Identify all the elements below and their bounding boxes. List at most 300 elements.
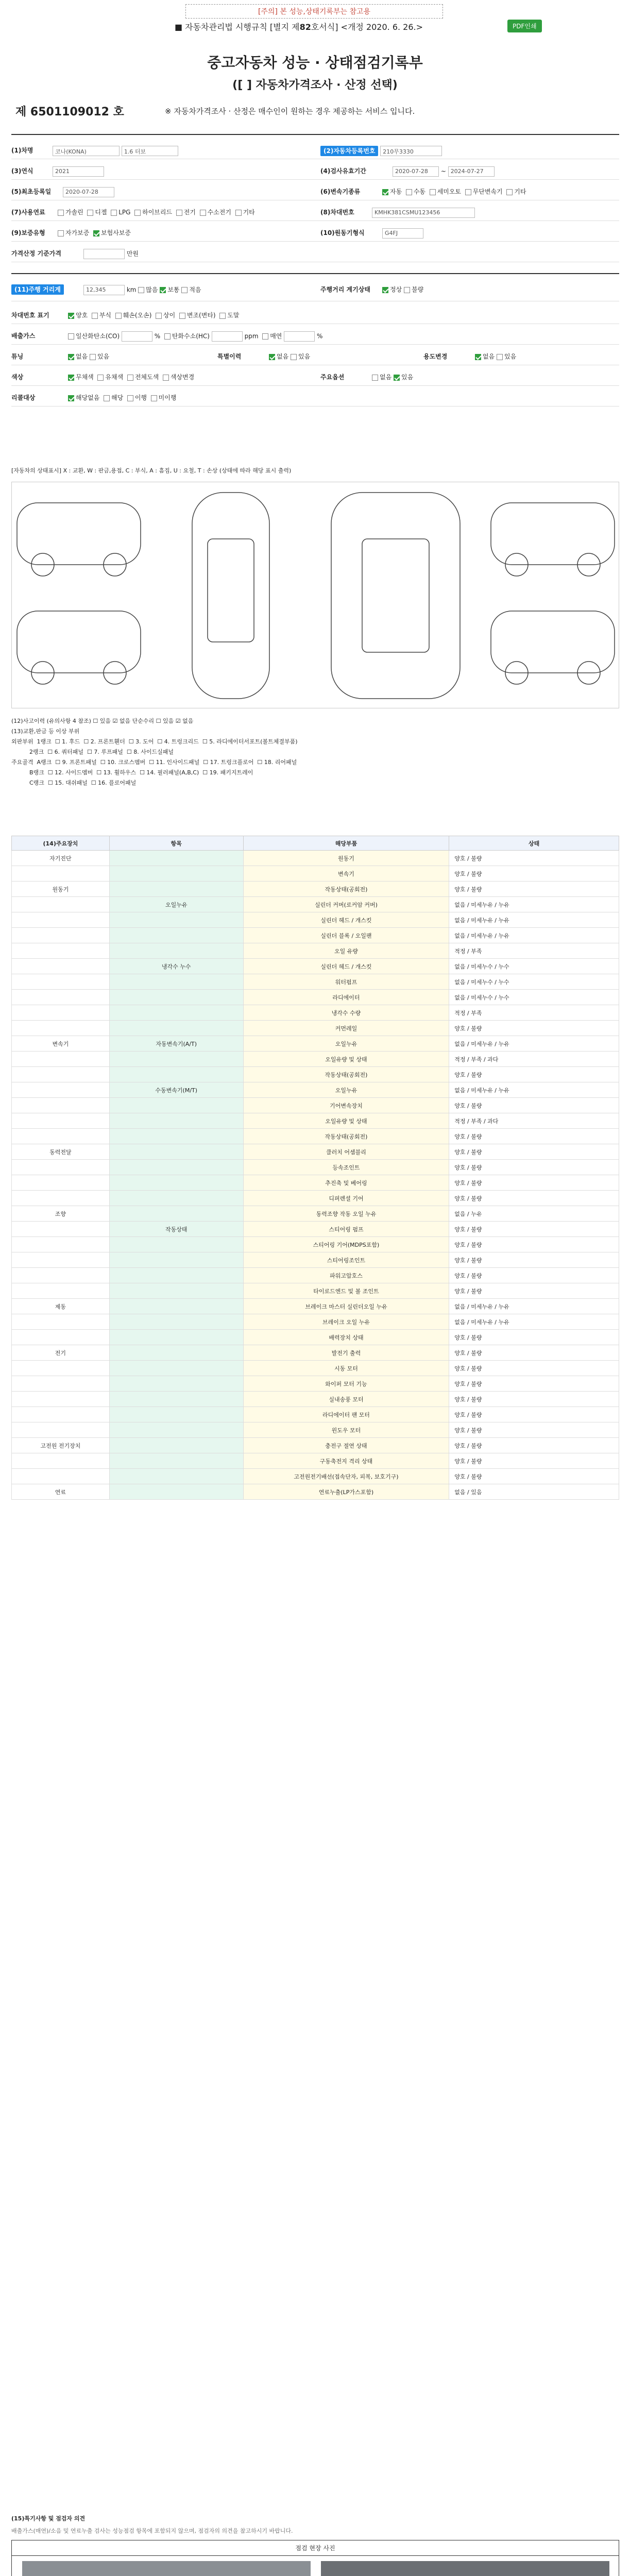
detail-category	[12, 1469, 110, 1484]
detail-row	[12, 1361, 619, 1376]
detail-row	[12, 1392, 619, 1407]
detail-part: 스티어링 기어(MDPS포함)	[243, 1237, 449, 1252]
detail-category	[12, 1330, 110, 1345]
detail-state[interactable]: 적정 / 부족	[449, 1005, 619, 1021]
legend-row: 주요골격 A랭크 ☐ 9. 프론트패널 ☐ 10. 크로스멤버 ☐ 11. 인사이드패널 ☐ 17. 트렁크플로어 ☐ 18. 리어패널	[11, 759, 297, 766]
color-checkbox[interactable]	[97, 375, 104, 381]
detail-item: 작동상태	[109, 1222, 243, 1237]
mileage-field: 12,345	[83, 285, 125, 295]
detail-item	[109, 1237, 243, 1252]
fuel-option: 전기	[183, 209, 196, 216]
fuel-checkbox[interactable]	[58, 210, 64, 216]
detail-item	[109, 1299, 243, 1314]
detail-category	[12, 1407, 110, 1422]
color-checkbox[interactable]	[68, 375, 74, 381]
basic-row-6	[11, 245, 619, 262]
fuel-option: 디젤	[95, 209, 107, 216]
vin-state-checkbox[interactable]	[179, 313, 185, 319]
detail-item	[109, 1376, 243, 1392]
detail-state[interactable]: 양호 / 불량	[449, 1330, 619, 1345]
detail-state[interactable]: 적정 / 부족	[449, 943, 619, 959]
special-history-label: 특별이력	[217, 353, 242, 360]
detail-item	[109, 1113, 243, 1129]
detail-category	[12, 897, 110, 912]
detail-item	[109, 1330, 243, 1345]
detail-item	[109, 928, 243, 943]
recall-option: 해당없음	[76, 394, 100, 401]
detail-state[interactable]: 없음 / 미세누수 / 누수	[449, 959, 619, 974]
detail-item	[109, 990, 243, 1005]
detail-state[interactable]: 양호 / 불량	[449, 882, 619, 897]
meter-label: 주행거리 계기상태	[320, 286, 370, 293]
detail-part: 기어변속장치	[243, 1098, 449, 1113]
detail-row	[12, 851, 619, 866]
fuel-checkbox[interactable]	[176, 210, 182, 216]
transmission-option: 수동	[413, 188, 426, 195]
detail-state[interactable]: 양호 / 불량	[449, 1160, 619, 1175]
fuel-checkbox[interactable]	[111, 210, 117, 216]
recall-state-option: 이행	[134, 394, 147, 401]
recall-state-checkbox[interactable]	[127, 395, 133, 401]
detail-state[interactable]: 양호 / 불량	[449, 851, 619, 866]
detail-item	[109, 974, 243, 990]
detail-category	[12, 1098, 110, 1113]
detail-category	[12, 1160, 110, 1175]
page-title: 중고자동차 성능 · 상태점검기록부	[207, 54, 423, 71]
option-checkbox[interactable]	[394, 375, 400, 381]
detail-item	[109, 1438, 243, 1453]
detail-state[interactable]: 적정 / 부족 / 과다	[449, 1113, 619, 1129]
detail-state[interactable]: 양호 / 불량	[449, 1129, 619, 1144]
special-history-option: 없음	[277, 353, 289, 360]
detail-part: 디퍼렌셜 기어	[243, 1191, 449, 1206]
detail-category: 제동	[12, 1299, 110, 1314]
detail-part: 동력조향 작동 오일 누유	[243, 1206, 449, 1222]
detail-state[interactable]: 없음 / 미세누유 / 누유	[449, 1036, 619, 1052]
detail-category	[12, 1268, 110, 1283]
detail-category	[12, 1422, 110, 1438]
photos-title: 점검 현장 사진	[12, 2540, 619, 2556]
detail-row	[12, 1175, 619, 1191]
detail-header: 해당부품	[243, 836, 449, 851]
inspection-label: (4)검사유효기간	[320, 167, 366, 175]
detail-state[interactable]: 양호 / 불량	[449, 1345, 619, 1361]
basic-row-5	[11, 224, 619, 242]
vin-state-checkbox[interactable]	[219, 313, 226, 319]
color-option: 무채색	[76, 374, 94, 381]
detail-item	[109, 1422, 243, 1438]
car-name-field: 코나(KONA)	[53, 146, 120, 156]
meter-checkbox[interactable]	[382, 287, 388, 293]
vin-label: (8)차대번호	[320, 209, 354, 216]
detail-part: 실린더 헤드 / 개스킷	[243, 959, 449, 974]
overall-row-2	[11, 307, 619, 324]
detail-item	[109, 1361, 243, 1376]
overall-row-1	[11, 281, 619, 301]
detail-header-row	[12, 836, 619, 851]
detail-part: 연료누출(LP가스포함)	[243, 1484, 449, 1500]
detail-state[interactable]: 양호 / 불량	[449, 1098, 619, 1113]
transmission-option: 기타	[514, 188, 526, 195]
detail-item	[109, 1021, 243, 1036]
recall-checkbox[interactable]	[68, 395, 74, 401]
detail-category	[12, 1252, 110, 1268]
vin-state-checkbox[interactable]	[115, 313, 122, 319]
emission-options: 일산화탄소(CO) % 탄화수소(HC) ppm 매연 %	[68, 331, 322, 342]
detail-row	[12, 1283, 619, 1299]
detail-header: 상태	[449, 836, 619, 851]
detail-state[interactable]: 양호 / 불량	[449, 1191, 619, 1206]
legend-row: (12)사고이력 (유의사항 4 참조) ☐ 있음 ☑ 없음 단순수리 ☐ 있음 ☑ 없음	[11, 718, 194, 724]
detail-state[interactable]: 없음 / 미세누수 / 누수	[449, 974, 619, 990]
vin-state-label: 차대번호 표기	[11, 312, 49, 319]
price-field	[83, 249, 125, 259]
detail-item	[109, 912, 243, 928]
color-options	[68, 372, 194, 381]
detail-part: 원동기	[243, 851, 449, 866]
warranty-checkbox[interactable]	[58, 230, 64, 236]
detail-state[interactable]: 없음 / 미세누유 / 누유	[449, 1299, 619, 1314]
detail-part: 윈도우 모터	[243, 1422, 449, 1438]
transmission-option: 자동	[390, 188, 402, 195]
detail-item	[109, 1144, 243, 1160]
detail-part: 라디에이터 팬 모터	[243, 1407, 449, 1422]
detail-state[interactable]: 없음 / 미세누유 / 누유	[449, 1314, 619, 1330]
detail-item	[109, 1407, 243, 1422]
special-note	[11, 2514, 619, 2535]
fuel-label: (7)사용연료	[11, 209, 45, 216]
detail-row	[12, 1422, 619, 1438]
fuel-checkbox[interactable]	[87, 210, 93, 216]
fuel-option: LPG	[118, 209, 131, 216]
detail-part: 배력장치 상태	[243, 1330, 449, 1345]
detail-state[interactable]: 양호 / 불량	[449, 1144, 619, 1160]
legend-row: 외판부위 1랭크 ☐ 1. 후드 ☐ 2. 프론트휀더 ☐ 3. 도어 ☐ 4. 트렁크리드 ☐ 5. 라디에이터서포트(볼트체결부품)	[11, 738, 298, 745]
detail-state[interactable]: 없음 / 있음	[449, 1484, 619, 1500]
detail-state[interactable]: 양호 / 불량	[449, 1175, 619, 1191]
legend-row: (13)교환,판금 등 이상 부위	[11, 728, 80, 735]
detail-state[interactable]: 양호 / 불량	[449, 1376, 619, 1392]
diagram-title: [자동차의 상태표시] X : 교환, W : 판금,용접, C : 부식, A : 흠집, U : 요철, T : 손상 (상태에 따라 해당 표시 출력)	[11, 467, 292, 474]
detail-part: 실내송풍 모터	[243, 1392, 449, 1407]
transmission-checkbox[interactable]	[506, 189, 513, 195]
warranty-option: 보험사보증	[101, 229, 131, 236]
detail-row	[12, 912, 619, 928]
usage-change-label: 용도변경	[423, 353, 448, 360]
emission-checkbox[interactable]	[68, 333, 74, 340]
color-checkbox[interactable]	[127, 375, 133, 381]
motor-label: (10)원동기형식	[320, 229, 365, 236]
detail-state[interactable]: 양호 / 불량	[449, 1252, 619, 1268]
warranty-label: (9)보증유형	[11, 229, 45, 236]
detail-part: 변속기	[243, 866, 449, 882]
detail-row	[12, 1438, 619, 1453]
car-name-label: (1)차명	[11, 147, 33, 154]
detail-part: 브레이크 마스터 실린더오일 누유	[243, 1299, 449, 1314]
detail-state[interactable]: 없음 / 누유	[449, 1206, 619, 1222]
detail-state[interactable]: 양호 / 불량	[449, 1392, 619, 1407]
special-note-text: 배출가스(매연)/소음 및 연료누출 검사는 성능점검 항목에 포함되지 않으며, 점검자의 의견을 참고하시기 바랍니다.	[11, 2528, 293, 2534]
detail-item: 수동변속기(M/T)	[109, 1082, 243, 1098]
detail-item	[109, 1098, 243, 1113]
detail-row	[12, 1345, 619, 1361]
detail-part: 작동상태(공회전)	[243, 1129, 449, 1144]
warranty-checkbox[interactable]	[93, 230, 99, 236]
detail-state[interactable]: 양호 / 불량	[449, 1283, 619, 1299]
detail-state[interactable]: 양호 / 불량	[449, 1067, 619, 1082]
detail-category	[12, 1191, 110, 1206]
recall-option: 해당	[111, 394, 124, 401]
detail-part: 타이로드엔드 및 볼 조인트	[243, 1283, 449, 1299]
detail-item: 오일누유	[109, 897, 243, 912]
legend-row: 2랭크 ☐ 6. 쿼터패널 ☐ 7. 루프패널 ☐ 8. 사이드실패널	[11, 749, 174, 755]
detail-row	[12, 1067, 619, 1082]
option-option: 없음	[380, 374, 392, 381]
legend-row: B랭크 ☐ 12. 사이드멤버 ☐ 13. 휠하우스 ☐ 14. 필러패널(A,B,C) ☐ 19. 패키지트레이	[11, 769, 253, 776]
usage-change-checkbox[interactable]	[497, 354, 503, 360]
recall-label: 리콜대상	[11, 394, 36, 401]
usage-change-option: 없음	[483, 353, 495, 360]
detail-category	[12, 1361, 110, 1376]
detail-category: 조향	[12, 1206, 110, 1222]
basic-row-4	[11, 204, 619, 221]
detail-state[interactable]: 양호 / 불량	[449, 1021, 619, 1036]
car-outline-svg	[12, 482, 619, 708]
detail-header: 항목	[109, 836, 243, 851]
warranty-option: 자가보증	[65, 229, 90, 236]
detail-row	[12, 1191, 619, 1206]
detail-state[interactable]: 양호 / 불량	[449, 1438, 619, 1453]
mileage-status-option: 적음	[189, 286, 201, 294]
law-reference	[77, 21, 520, 32]
emission-checkbox[interactable]	[164, 333, 171, 340]
detail-row	[12, 990, 619, 1005]
detail-category	[12, 1175, 110, 1191]
fuel-checkbox[interactable]	[200, 210, 206, 216]
reg-no-label: (2)자동차등록번호	[320, 146, 378, 156]
detail-state[interactable]: 양호 / 불량	[449, 1268, 619, 1283]
color-option: 유채색	[105, 374, 124, 381]
usage-change-checkbox[interactable]	[475, 354, 481, 360]
detail-part: 추진축 및 베어링	[243, 1175, 449, 1191]
color-option: 색상변경	[170, 374, 195, 381]
detail-part: 냉각수 수량	[243, 1005, 449, 1021]
detail-category	[12, 912, 110, 928]
divider	[11, 273, 619, 274]
detail-category	[12, 1453, 110, 1469]
transmission-option: 무단변속기	[472, 188, 503, 195]
detail-table	[11, 836, 619, 1500]
vin-state-option: 변조(변타)	[186, 312, 216, 319]
overall-row-6	[11, 389, 619, 406]
detail-category	[12, 1314, 110, 1330]
tuning-option: 있음	[97, 353, 110, 360]
mileage-status-option: 많음	[146, 286, 158, 294]
price-unit: 만원	[126, 250, 139, 258]
detail-category	[12, 1067, 110, 1082]
option-checkbox[interactable]	[372, 375, 378, 381]
detail-state[interactable]: 양호 / 불량	[449, 1453, 619, 1469]
price-label: 가격산정 기준가격	[11, 250, 61, 257]
detail-state[interactable]: 양호 / 불량	[449, 1469, 619, 1484]
mileage-status-option: 보통	[167, 286, 180, 294]
recall-state-option: 미이행	[158, 394, 177, 401]
vin-field: KMHK381CSMU123456	[372, 208, 475, 218]
transmission-checkbox[interactable]	[382, 189, 388, 195]
basic-row-3	[11, 183, 619, 200]
detail-part: 시동 모터	[243, 1361, 449, 1376]
detail-category	[12, 1222, 110, 1237]
detail-row	[12, 1206, 619, 1222]
detail-state[interactable]: 양호 / 불량	[449, 1361, 619, 1376]
detail-part: 스티어링 펌프	[243, 1222, 449, 1237]
photo-rear-view	[321, 2561, 609, 2576]
special-history-checkbox[interactable]	[291, 354, 297, 360]
detail-part: 클러치 어셈블리	[243, 1144, 449, 1160]
recall-checkbox[interactable]	[104, 395, 110, 401]
detail-category: 동력전달	[12, 1144, 110, 1160]
recall-state-checkbox[interactable]	[151, 395, 157, 401]
fuel-checkbox[interactable]	[235, 210, 242, 216]
vin-state-checkbox[interactable]	[92, 313, 98, 319]
detail-category	[12, 990, 110, 1005]
detail-row	[12, 897, 619, 912]
detail-category	[12, 1376, 110, 1392]
detail-state[interactable]: 없음 / 미세누유 / 누유	[449, 928, 619, 943]
year-label: (3)연식	[11, 167, 33, 175]
detail-item	[109, 882, 243, 897]
meter-checkbox[interactable]	[404, 287, 410, 293]
tuning-option: 없음	[76, 353, 88, 360]
detail-part: 오일유량 및 상태	[243, 1113, 449, 1129]
emission-hc-field	[212, 331, 243, 342]
detail-part: 오일누유	[243, 1036, 449, 1052]
detail-state[interactable]: 없음 / 미세누유 / 누유	[449, 912, 619, 928]
detail-row	[12, 1098, 619, 1113]
detail-part: 라디에이터	[243, 990, 449, 1005]
vin-state-checkbox[interactable]	[156, 313, 162, 319]
detail-row	[12, 928, 619, 943]
warranty-options	[58, 228, 131, 237]
transmission-checkbox[interactable]	[430, 189, 436, 195]
pdf-print-button[interactable]: PDF인쇄	[507, 20, 542, 32]
detail-category	[12, 1283, 110, 1299]
detail-state[interactable]: 없음 / 미세누수 / 누수	[449, 990, 619, 1005]
fuel-checkbox[interactable]	[134, 210, 141, 216]
mileage-status-checkbox[interactable]	[181, 287, 188, 293]
detail-state[interactable]: 없음 / 미세누유 / 누유	[449, 897, 619, 912]
detail-item	[109, 1268, 243, 1283]
detail-category: 변속기	[12, 1036, 110, 1052]
fuel-option: 수소전기	[207, 209, 231, 216]
mileage-section-label: (11)주행 거리계	[11, 284, 64, 295]
tuning-label: 튜닝	[11, 353, 24, 360]
detail-part: 와이퍼 모터 기능	[243, 1376, 449, 1392]
car-left-side-icon	[17, 503, 141, 565]
tuning-checkbox[interactable]	[90, 354, 96, 360]
transmission-label: (6)변속기종류	[320, 188, 361, 195]
detail-item	[109, 943, 243, 959]
law-prefix: ■ 자동차관리법 시행규칙 [별지 제	[174, 22, 300, 32]
detail-row	[12, 1453, 619, 1469]
detail-body	[12, 851, 619, 1500]
law-suffix: 호서식] <개정 2020. 6. 26.>	[311, 22, 423, 32]
detail-item: 자동변속기(A/T)	[109, 1036, 243, 1052]
emission-label: 배출가스	[11, 332, 36, 340]
fuel-option: 기타	[243, 209, 255, 216]
inspection-from: 2020-07-28	[393, 166, 439, 177]
detail-state[interactable]: 없음 / 미세누유 / 누유	[449, 1082, 619, 1098]
mileage-status-checkbox[interactable]	[138, 287, 144, 293]
detail-part: 스티어링조인트	[243, 1252, 449, 1268]
emission-checkbox[interactable]	[262, 333, 268, 340]
detail-category	[12, 1082, 110, 1098]
car-right-side-icon	[491, 503, 615, 565]
detail-state[interactable]: 적정 / 부족 / 과다	[449, 1052, 619, 1067]
fuel-options	[58, 208, 255, 216]
basic-row-1	[11, 142, 619, 159]
detail-category	[12, 974, 110, 990]
detail-state[interactable]: 양호 / 불량	[449, 1407, 619, 1422]
detail-row	[12, 1469, 619, 1484]
detail-item	[109, 1191, 243, 1206]
detail-category	[12, 1129, 110, 1144]
detail-item	[109, 1005, 243, 1021]
detail-row	[12, 882, 619, 897]
vin-state-checkbox[interactable]	[68, 313, 74, 319]
detail-state[interactable]: 양호 / 불량	[449, 1422, 619, 1438]
detail-row	[12, 1252, 619, 1268]
detail-part: 등속조인트	[243, 1160, 449, 1175]
detail-row	[12, 959, 619, 974]
mileage-status-checkbox[interactable]	[160, 287, 166, 293]
car-roof-icon	[208, 539, 254, 642]
detail-category	[12, 1021, 110, 1036]
emission-option: 매연	[270, 332, 282, 340]
option-label: 주요옵션	[320, 374, 345, 381]
color-checkbox[interactable]	[163, 375, 169, 381]
detail-row	[12, 1314, 619, 1330]
detail-part: 실린더 블록 / 오일팬	[243, 928, 449, 943]
detail-row	[12, 1144, 619, 1160]
detail-state[interactable]: 양호 / 불량	[449, 866, 619, 882]
detail-row	[12, 1407, 619, 1422]
transmission-checkbox[interactable]	[465, 189, 471, 195]
detail-state[interactable]: 양호 / 불량	[449, 1222, 619, 1237]
detail-item	[109, 1392, 243, 1407]
document-number: 제 6501109012 호	[15, 106, 124, 118]
special-history-option: 있음	[298, 353, 311, 360]
detail-item	[109, 851, 243, 866]
transmission-checkbox[interactable]	[406, 189, 412, 195]
vin-state-option: 상이	[163, 312, 176, 319]
color-label: 색상	[11, 374, 24, 381]
car-right-side-icon	[491, 611, 615, 673]
detail-row	[12, 943, 619, 959]
divider	[11, 134, 619, 135]
detail-row	[12, 1082, 619, 1098]
detail-row	[12, 1129, 619, 1144]
special-history-checkbox[interactable]	[269, 354, 275, 360]
special-note-label: (15)특기사항 및 점검자 의견	[11, 2515, 86, 2522]
legend-row: C랭크 ☐ 15. 대쉬패널 ☐ 16. 플로어패널	[11, 779, 137, 786]
meter-option: 정상	[390, 286, 402, 293]
detail-item	[109, 1160, 243, 1175]
tuning-checkbox[interactable]	[68, 354, 74, 360]
detail-part: 충전구 절연 상태	[243, 1438, 449, 1453]
vin-state-option: 부식	[99, 312, 112, 319]
detail-state[interactable]: 양호 / 불량	[449, 1237, 619, 1252]
